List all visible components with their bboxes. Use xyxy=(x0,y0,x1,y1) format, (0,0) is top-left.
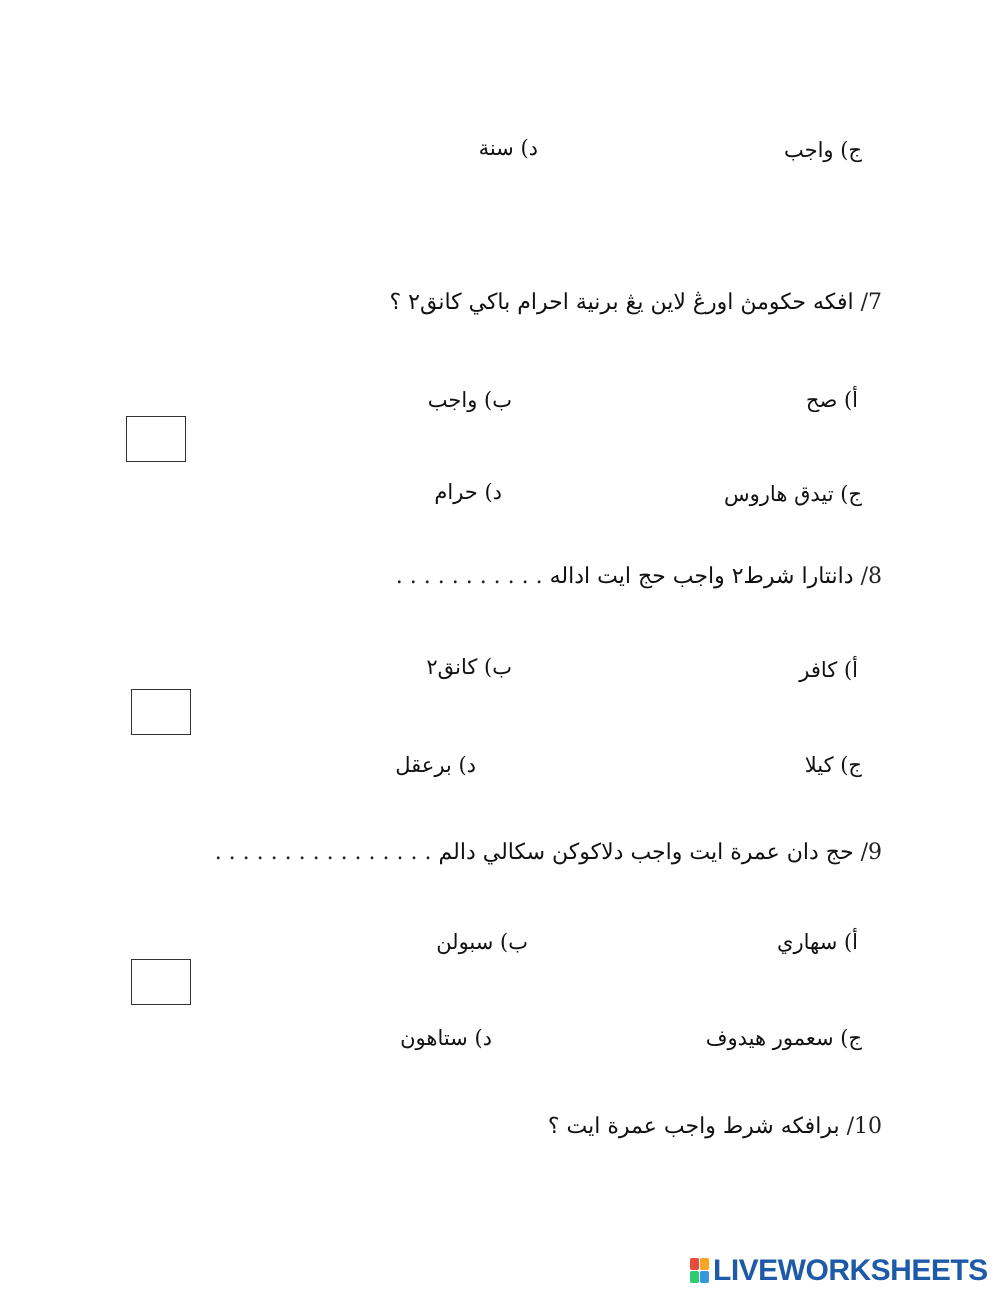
question-9 xyxy=(215,842,882,864)
question-9-option-c: ج) سعمور هيدوف xyxy=(705,1026,862,1050)
option-c-top: ج) واجب xyxy=(783,138,862,162)
question-9-option-b: ب) سبولن xyxy=(436,930,528,954)
question-7-option-a: أ) صح xyxy=(805,388,858,412)
question-7 xyxy=(389,292,882,314)
question-8-option-d: د) برعقل xyxy=(395,753,476,777)
option-d-top: د) سنة xyxy=(478,136,538,160)
question-number: 10/ xyxy=(846,1114,882,1139)
answer-box-8[interactable] xyxy=(131,689,191,735)
question-8-option-a: أ) كافر xyxy=(799,658,858,682)
question-7-option-d: د) حرام xyxy=(434,480,502,504)
question-8-option-b: ب) كانق٢ xyxy=(426,655,512,679)
brand-name: LIVEWORKSHEETS xyxy=(713,1254,988,1287)
question-7-option-c: ج) تيدق هاروس xyxy=(724,482,862,506)
question-9-option-d: د) ستاهون xyxy=(400,1026,492,1050)
answer-box-9[interactable] xyxy=(131,959,191,1005)
answer-blank: . . . . . . . . . . . xyxy=(395,564,543,589)
question-text: افكه حكومڽ اورڠ لاين يڠ برنية احرام باکي كانق٢ ؟ xyxy=(389,290,854,315)
answer-box-7[interactable] xyxy=(126,416,186,462)
question-8-option-c: ج) كيلا xyxy=(804,753,862,777)
liveworksheets-logo-icon xyxy=(690,1257,710,1285)
question-text: حج دان عمرة ايت واجب دلاكوكن سكالي دالم xyxy=(438,840,854,865)
answer-blank: . . . . . . . . . . . . . . . . xyxy=(214,840,432,865)
question-10 xyxy=(548,1116,882,1138)
question-7-option-b: ب) واجب xyxy=(427,388,512,412)
question-number: 7/ xyxy=(860,290,882,315)
question-9-option-a: أ) سهاري xyxy=(777,930,858,954)
liveworksheets-logo xyxy=(690,1253,988,1289)
question-text: برافكه شرط واجب عمرة ايت ؟ xyxy=(547,1114,840,1139)
question-8 xyxy=(396,566,882,588)
question-number: 8/ xyxy=(860,564,882,589)
question-number: 9/ xyxy=(860,840,882,865)
question-text: دانتارا شرط٢ واجب حج ايت اداله xyxy=(549,564,854,589)
